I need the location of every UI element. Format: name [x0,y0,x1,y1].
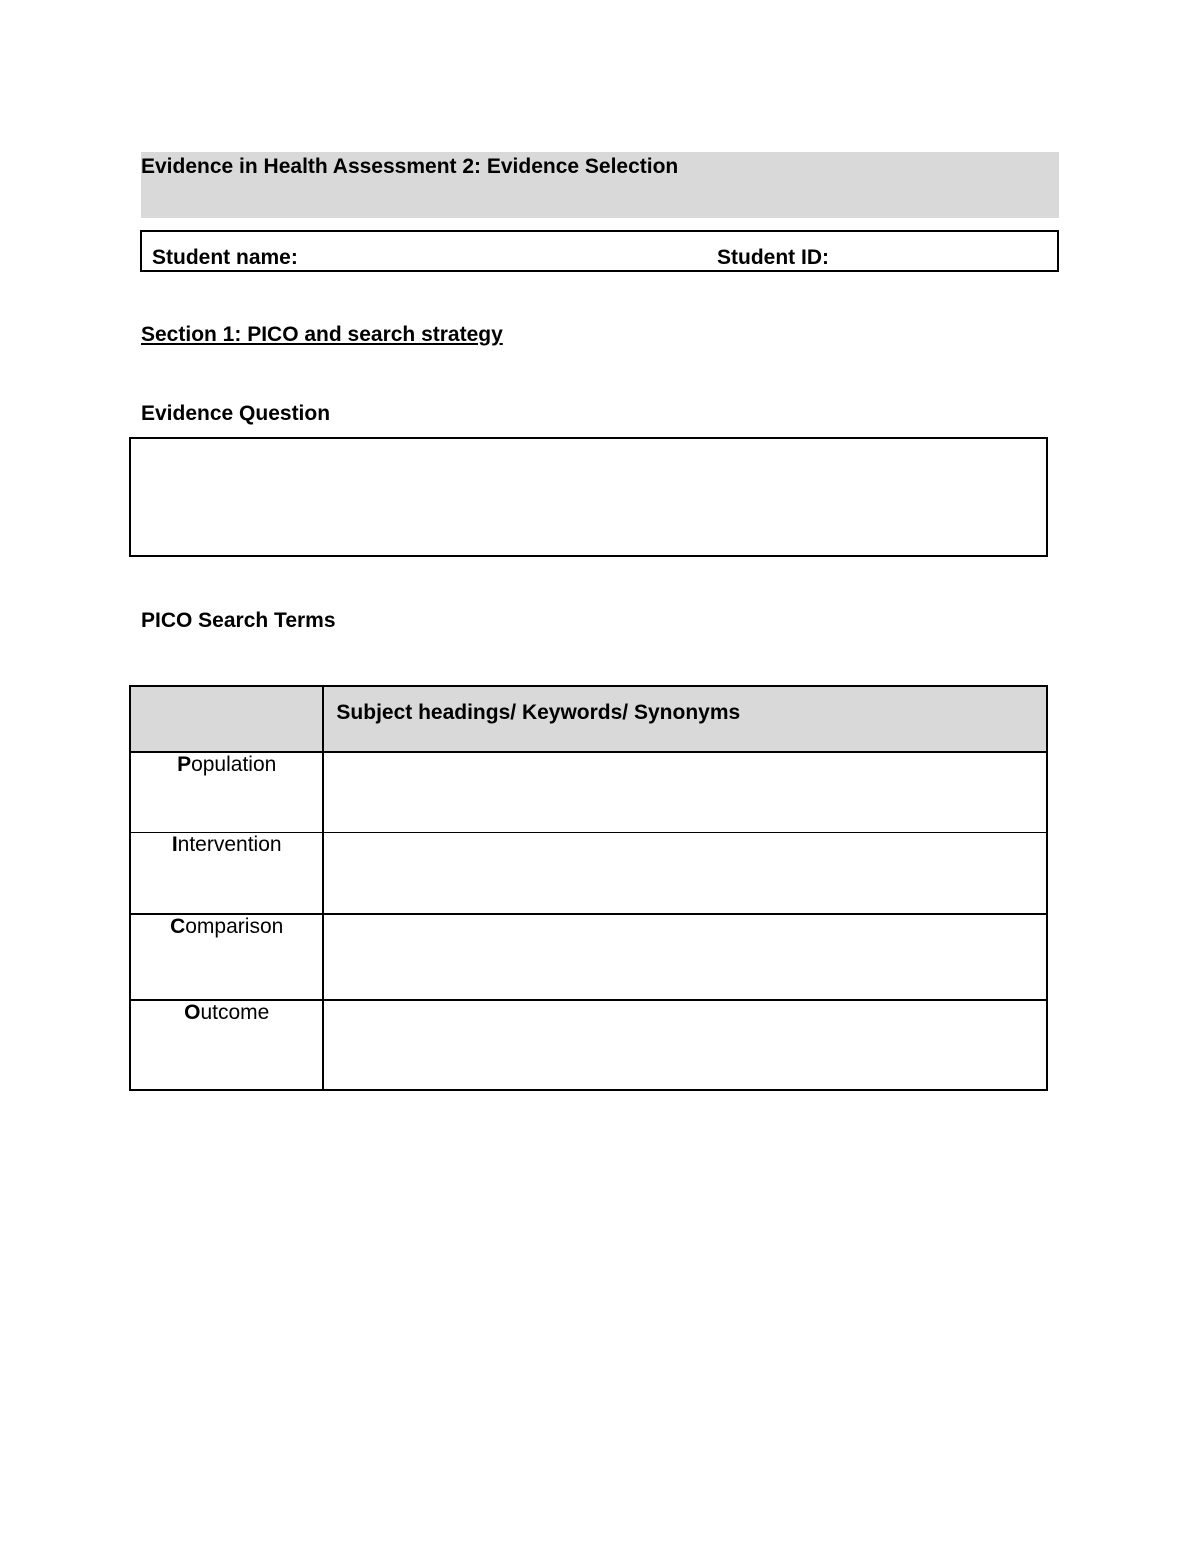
document-title: Evidence in Health Assessment 2: Evidence Selection [141,155,679,178]
pico-label-rest: omparison [185,915,284,938]
student-info-box [140,230,1059,272]
table-row [130,1000,1047,1090]
pico-row-label-outcome [130,1000,323,1090]
pico-initial: C [170,915,186,938]
table-row [130,914,1047,1000]
pico-header-corner [130,686,323,752]
pico-header-terms-text: Subject headings/ Keywords/ Synonyms [336,701,741,724]
evidence-question-box[interactable] [129,437,1048,557]
table-row [130,752,1047,833]
pico-row-label-intervention [130,833,323,915]
pico-initial: I [171,833,178,856]
pico-header-row [130,686,1047,752]
section-heading: Section 1: PICO and search strategy [141,323,503,346]
pico-terms-comparison[interactable] [323,914,1047,1000]
pico-terms-outcome[interactable] [323,1000,1047,1090]
evidence-question-label: Evidence Question [141,402,331,425]
pico-initial: O [184,1001,201,1024]
pico-label-rest: ntervention [177,833,282,856]
pico-row-label-comparison [130,914,323,1000]
pico-terms-intervention[interactable] [323,833,1047,915]
pico-table [129,685,1048,1091]
title-bar [141,152,1059,218]
pico-initial: P [177,753,192,776]
student-id-label: Student ID: [717,246,829,269]
pico-label-rest: utcome [200,1001,270,1024]
pico-row-label-population [130,752,323,833]
pico-terms-population[interactable] [323,752,1047,833]
pico-label: PICO Search Terms [141,609,336,632]
pico-header-terms [323,686,1047,752]
student-name-label: Student name: [152,246,298,269]
table-row [130,833,1047,915]
pico-label-rest: opulation [191,753,277,776]
